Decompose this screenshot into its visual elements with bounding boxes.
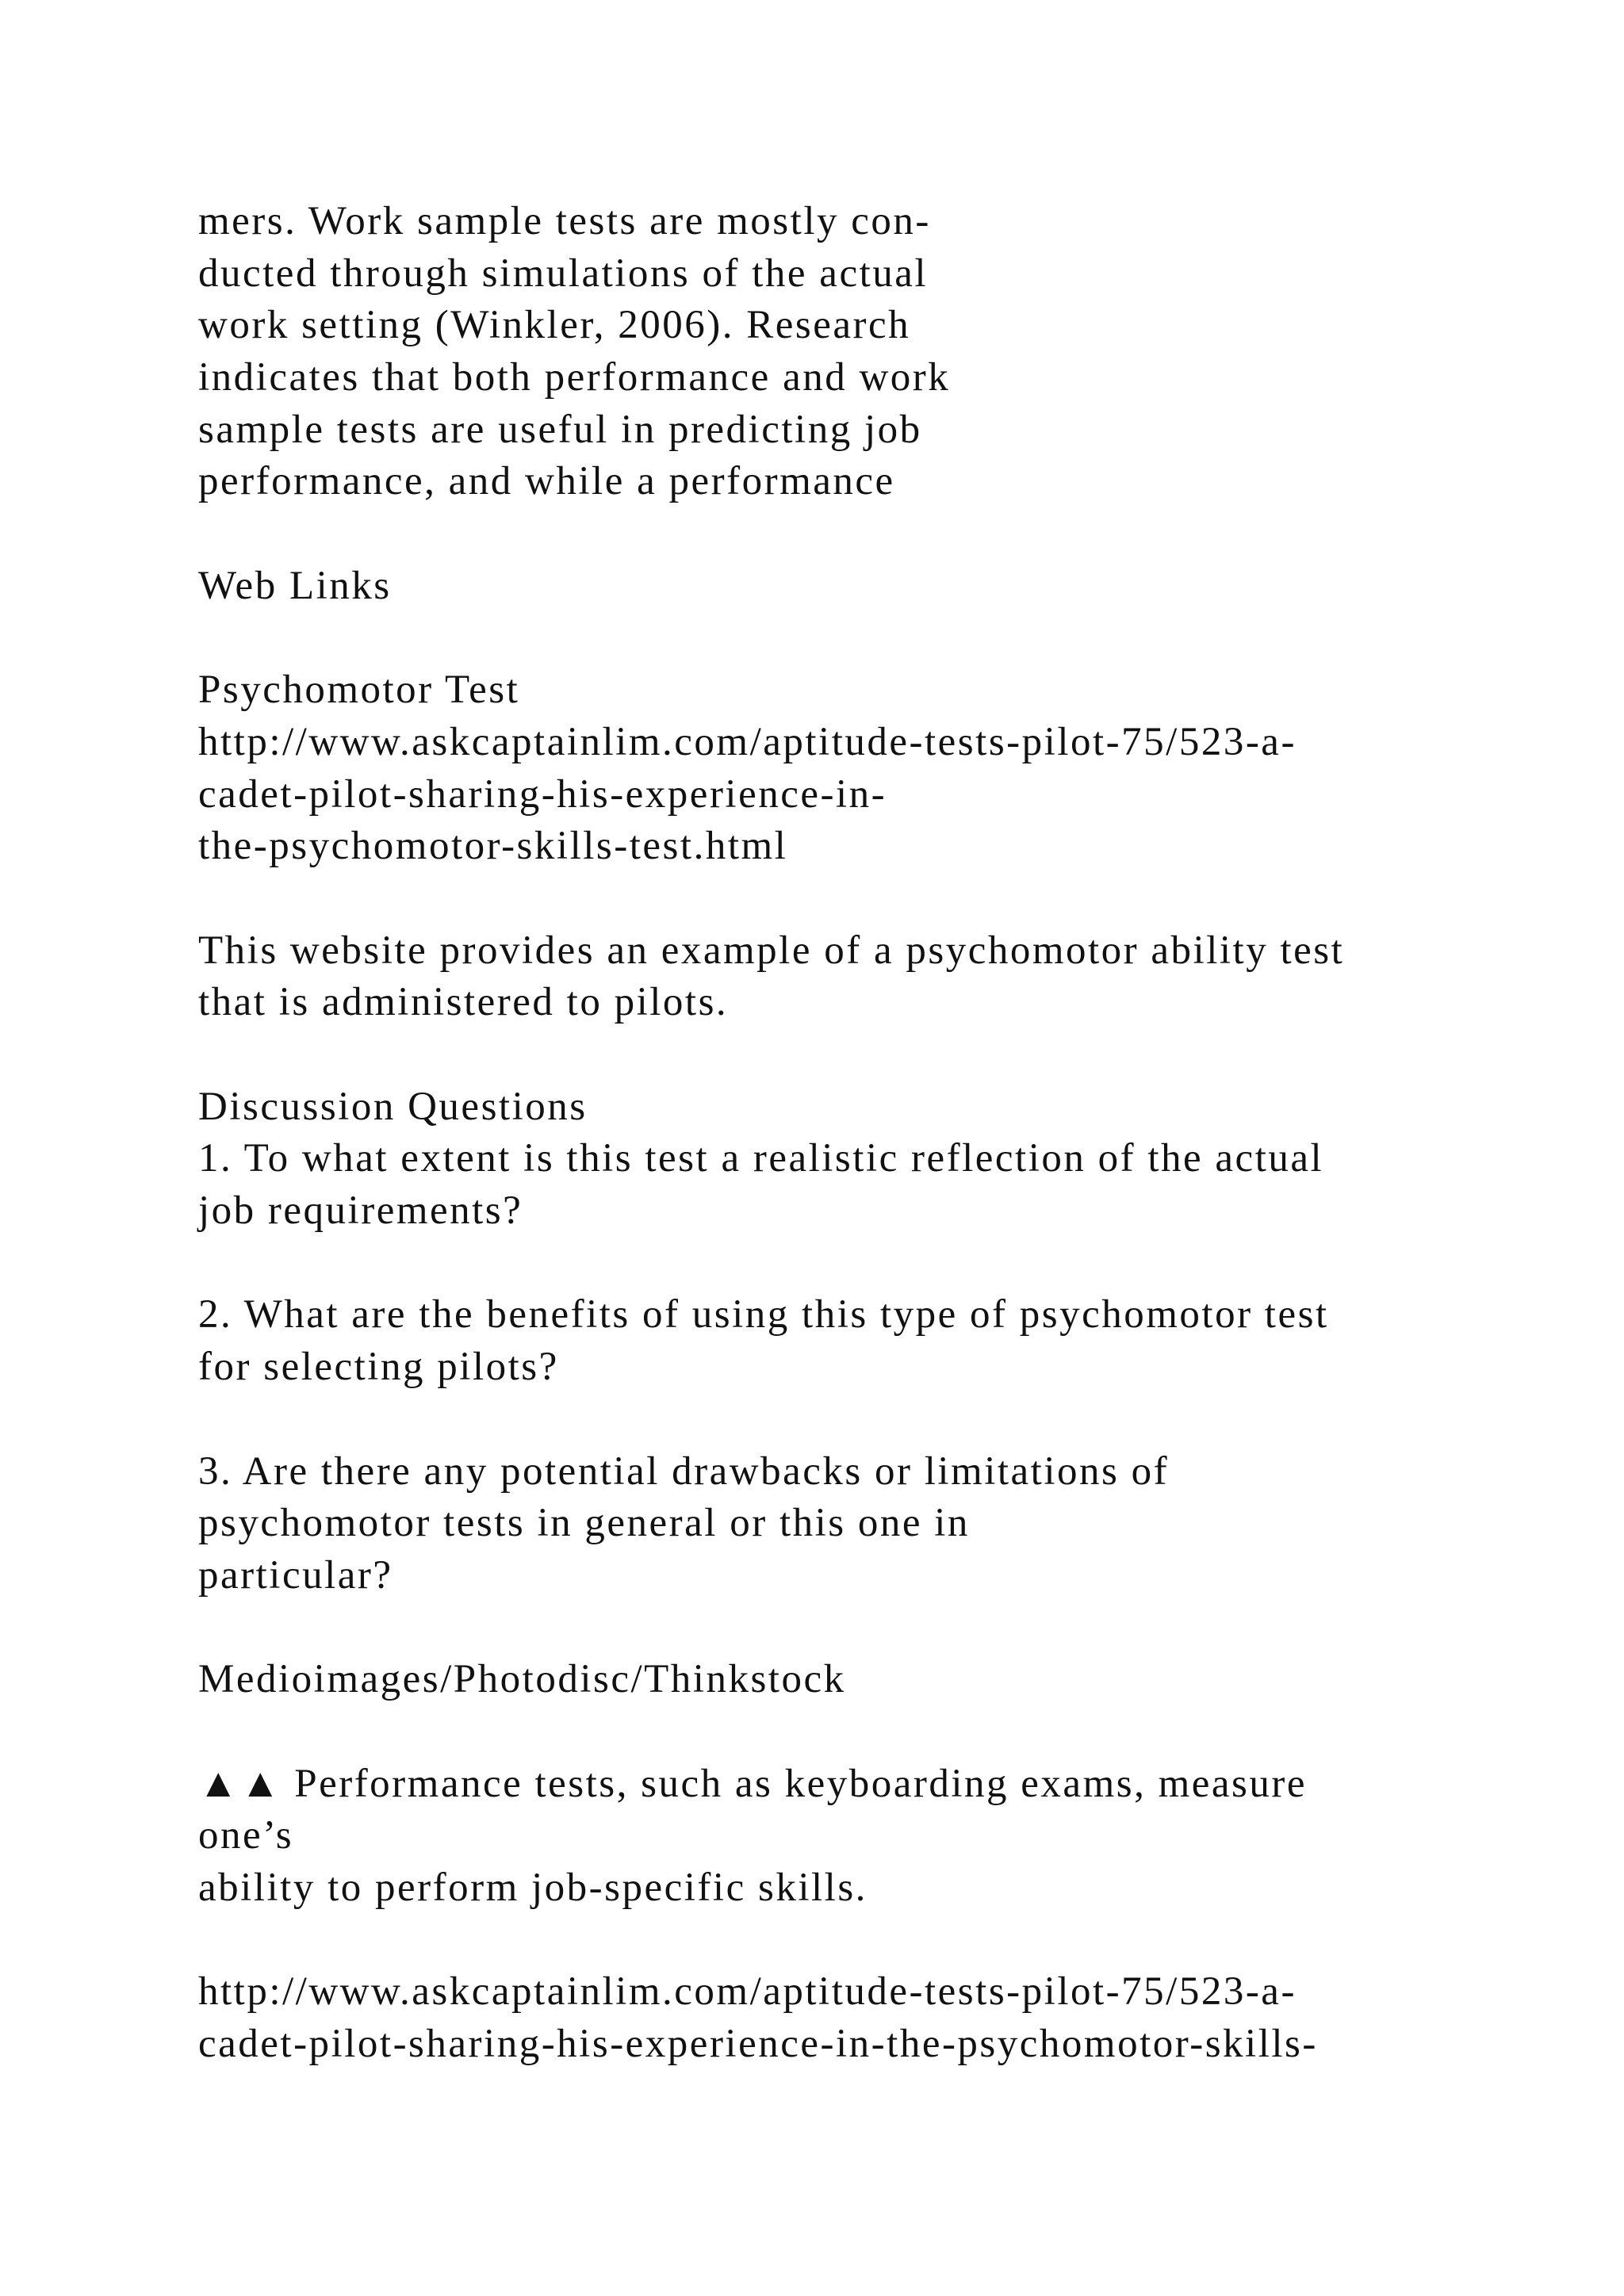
blank-line bbox=[198, 873, 1546, 925]
text-line: for selecting pilots? bbox=[198, 1345, 559, 1390]
text-line: ducted through simulations of the actual bbox=[198, 251, 929, 296]
blank-line bbox=[198, 1394, 1546, 1446]
text-line: 2. What are the benefits of using this type of psychomotor test bbox=[198, 1292, 1329, 1337]
image-credit: Medioimages/Photodisc/Thinkstock bbox=[198, 1657, 846, 1702]
document-body bbox=[198, 196, 1546, 2071]
text-line: http://www.askcaptainlim.com/aptitude-tests-pilot-75/523-a- bbox=[198, 1969, 1297, 2015]
blank-line bbox=[198, 508, 1546, 561]
link-url-line: cadet-pilot-sharing-his-experience-in- bbox=[198, 771, 887, 817]
footer-url bbox=[198, 1966, 1546, 2070]
text-line: This website provides an example of a psychomotor ability test bbox=[198, 928, 1345, 973]
text-line: that is administered to pilots. bbox=[198, 980, 729, 1025]
text-line: one’s bbox=[198, 1813, 294, 1858]
intro-paragraph bbox=[198, 196, 1546, 508]
text-line: sample tests are useful in predicting job bbox=[198, 407, 922, 452]
question-2 bbox=[198, 1289, 1546, 1393]
text-line: cadet-pilot-sharing-his-experience-in-the-psychomotor-skills- bbox=[198, 2022, 1318, 2067]
text-line: ability to perform job-specific skills. bbox=[198, 1866, 868, 1910]
text-line: particular? bbox=[198, 1552, 393, 1598]
text-line: 1. To what extent is this test a realistic reflection of the actual bbox=[198, 1136, 1324, 1181]
blank-line bbox=[198, 613, 1546, 665]
text-line: indicates that both performance and work bbox=[198, 355, 951, 400]
web-link-block bbox=[198, 664, 1546, 873]
blank-line bbox=[198, 1706, 1546, 1758]
blank-line bbox=[198, 1602, 1546, 1655]
text-line: 3. Are there any potential drawbacks or limitations of bbox=[198, 1448, 1170, 1494]
text-line: performance, and while a performance bbox=[198, 459, 895, 504]
link-description bbox=[198, 925, 1546, 1029]
blank-line bbox=[198, 1238, 1546, 1290]
blank-line bbox=[198, 1029, 1546, 1081]
link-url-line: the-psychomotor-skills-test.html bbox=[198, 824, 788, 869]
text-line: mers. Work sample tests are mostly con- bbox=[198, 199, 931, 243]
text-line: psychomotor tests in general or this one in bbox=[198, 1501, 970, 1546]
discussion-heading: Discussion Questions bbox=[198, 1084, 588, 1129]
question-3 bbox=[198, 1446, 1546, 1602]
text-line: work setting (Winkler, 2006). Research bbox=[198, 303, 911, 348]
blank-line bbox=[198, 1915, 1546, 1967]
text-line: job requirements? bbox=[198, 1188, 523, 1234]
link-title: Psychomotor Test bbox=[198, 668, 520, 713]
web-links-heading: Web Links bbox=[198, 563, 392, 608]
question-1 bbox=[198, 1133, 1546, 1237]
image-caption bbox=[198, 1758, 1546, 1915]
text-line: ▲▲ Performance tests, such as keyboarding exams, measure bbox=[198, 1761, 1307, 1806]
link-url-line: http://www.askcaptainlim.com/aptitude-tests-pilot-75/523-a- bbox=[198, 719, 1297, 764]
